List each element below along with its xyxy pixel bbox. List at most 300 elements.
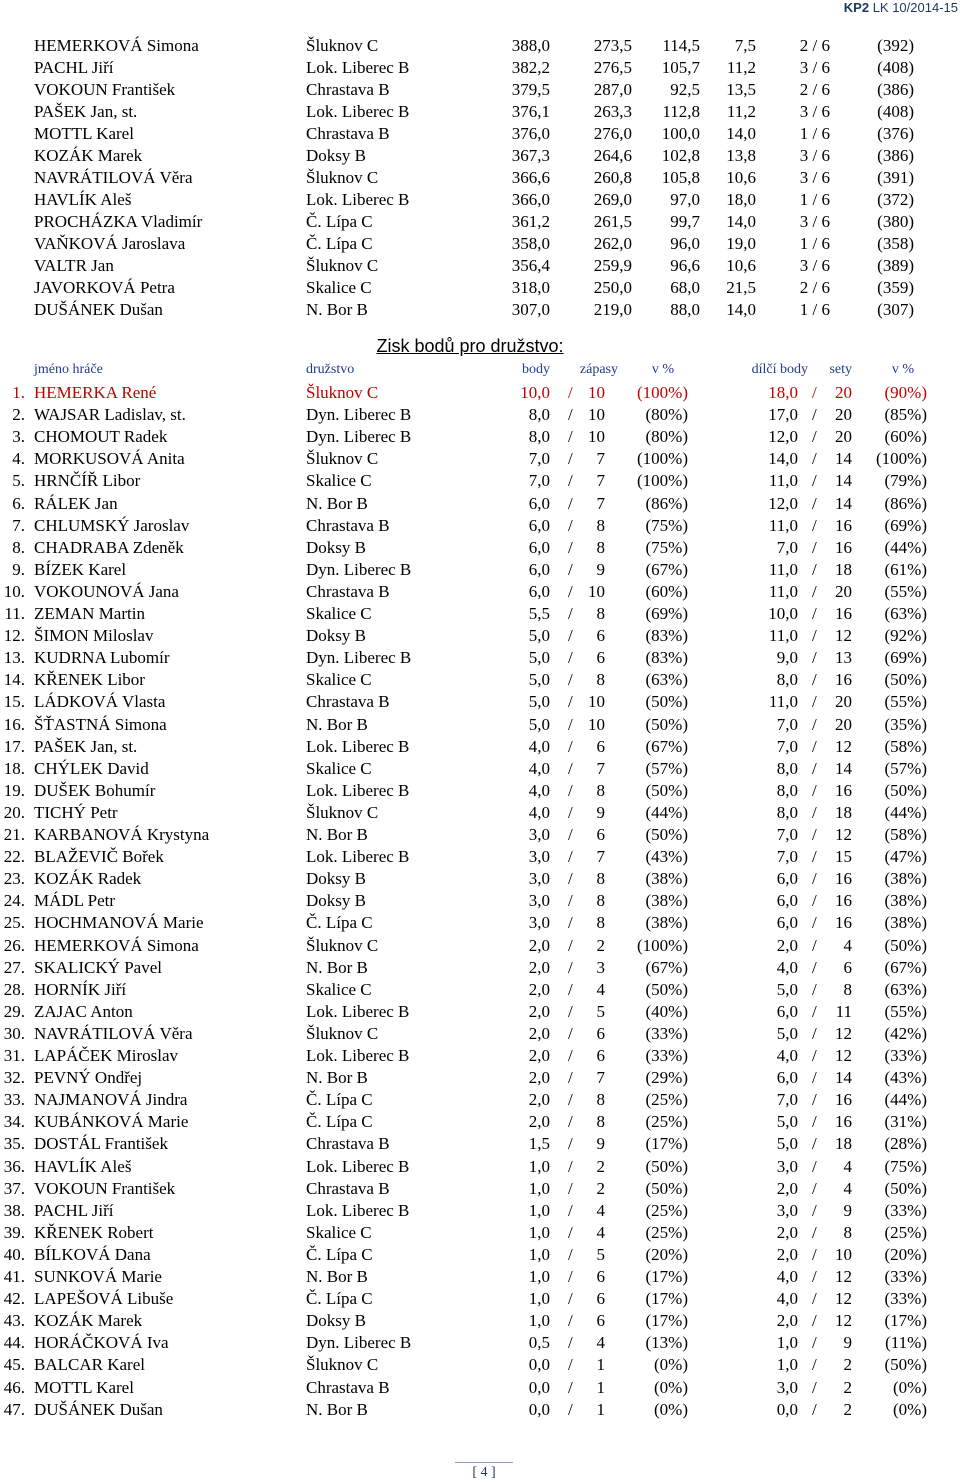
rank: 31. [3, 1046, 25, 1065]
rank: 11. [4, 604, 25, 623]
team-name: Dyn. Liberec B [306, 1333, 412, 1353]
sets: 2 [843, 1377, 852, 1397]
partial-points: 5,0 [776, 979, 798, 999]
avg-full: 269,0 [593, 190, 632, 209]
points: 5,0 [528, 670, 550, 690]
player-name: PACHL Jiří [34, 58, 114, 77]
col-set-pct: v % [891, 362, 914, 377]
set-pct: (47%) [884, 847, 927, 867]
rank: 2. [12, 405, 25, 425]
col-pct: v % [651, 362, 674, 377]
avg-misses: 13,8 [726, 146, 756, 165]
points: 0,0 [528, 1377, 550, 1397]
set-pct: (63%) [884, 979, 927, 999]
team-name: Lok. Liberec B [306, 847, 410, 867]
rank: 15. [3, 692, 25, 712]
player-name: KŘENEK Libor [34, 670, 145, 690]
set-pct: (85%) [884, 405, 927, 425]
sets: 20 [835, 427, 852, 447]
player-name: SKALICKÝ Pavel [34, 957, 162, 977]
win-pct: (86%) [645, 493, 688, 513]
separator-slash: / [568, 604, 573, 623]
team-name: Doksy B [306, 537, 366, 557]
team-name: Doksy B [306, 1311, 366, 1331]
set-pct: (28%) [884, 1134, 927, 1154]
partial-points: 3,0 [776, 1377, 798, 1397]
points: 7,0 [528, 449, 550, 469]
matches: 9 [596, 559, 605, 579]
matches: 9 [596, 1134, 605, 1154]
partial-points: 2,0 [776, 1222, 798, 1242]
avg-misses: 21,5 [726, 278, 756, 297]
team-name: Lok. Liberec B [306, 58, 410, 77]
sets-won: 3 / 6 [799, 168, 830, 187]
separator-slash: / [812, 626, 817, 646]
sets: 20 [835, 383, 852, 402]
player-name: MOTTL Karel [34, 1377, 134, 1397]
matches: 6 [596, 1289, 605, 1309]
table-row [0, 1244, 960, 1266]
team-name: Lok. Liberec B [306, 190, 410, 209]
avg-misses: 14,0 [726, 212, 756, 231]
player-name: RÁLEK Jan [34, 493, 118, 513]
team-name: N. Bor B [306, 825, 368, 844]
points: 2,0 [528, 1046, 550, 1065]
set-pct: (58%) [884, 825, 927, 844]
avg-clear: 88,0 [670, 300, 700, 319]
win-pct: (17%) [645, 1311, 688, 1331]
sets-won: 1 / 6 [799, 124, 830, 143]
partial-points: 14,0 [768, 449, 798, 469]
matches: 4 [596, 1222, 605, 1242]
rank: 43. [3, 1311, 25, 1331]
win-pct: (100%) [637, 449, 688, 469]
separator-slash: / [568, 957, 573, 977]
points: 4,0 [528, 780, 550, 800]
separator-slash: / [812, 692, 817, 712]
team-name: N. Bor B [306, 300, 368, 319]
team-name: Šluknov C [306, 802, 379, 822]
table-row [0, 802, 960, 824]
set-pct: (100%) [876, 449, 927, 469]
points: 5,0 [528, 692, 550, 712]
matches: 10 [588, 581, 605, 601]
matches: 10 [588, 383, 605, 402]
matches: 2 [596, 935, 605, 955]
avg-total: 388,0 [511, 36, 550, 55]
player-name: LAPÁČEK Miroslav [34, 1046, 179, 1065]
rank: 39. [3, 1222, 25, 1242]
player-name: KOZÁK Radek [34, 869, 142, 889]
avg-misses: 19,0 [726, 234, 756, 253]
win-pct: (29%) [645, 1068, 688, 1088]
header-season: /2014-15 [906, 0, 958, 15]
matches: 8 [596, 1090, 605, 1110]
rank: 45. [3, 1355, 25, 1375]
player-name: KUDRNA Lubomír [34, 648, 170, 668]
set-pct: (35%) [884, 714, 927, 734]
win-pct: (67%) [645, 559, 688, 579]
player-name: SUNKOVÁ Marie [34, 1267, 162, 1286]
separator-slash: / [812, 1267, 817, 1286]
team-name: Č. Lípa C [306, 1244, 373, 1264]
sets: 20 [835, 405, 852, 425]
points: 1,0 [528, 1222, 550, 1242]
partial-points: 7,0 [776, 736, 798, 756]
rank: 21. [3, 825, 25, 844]
sets: 13 [835, 648, 852, 668]
set-pct: (67%) [884, 957, 927, 977]
points: 1,5 [528, 1134, 550, 1154]
win-pct: (75%) [645, 515, 688, 535]
partial-points: 11,0 [768, 626, 798, 646]
set-pct: (50%) [884, 780, 927, 800]
avg-total: 382,2 [511, 58, 550, 77]
points: 6,0 [528, 581, 550, 601]
rank: 47. [3, 1399, 25, 1419]
player-name: PACHL Jiří [34, 1200, 114, 1220]
team-name: Dyn. Liberec B [306, 648, 412, 668]
separator-slash: / [812, 449, 817, 469]
rank: 26. [3, 935, 25, 955]
separator-slash: / [812, 979, 817, 999]
rank: 28. [3, 979, 25, 999]
rank: 44. [3, 1333, 25, 1353]
points: 6,0 [528, 515, 550, 535]
player-name: CHOMOUT Radek [34, 427, 168, 447]
rank: 12. [3, 626, 25, 646]
avg-clear: 96,0 [670, 234, 700, 253]
partial-points: 4,0 [776, 1289, 798, 1309]
team-name: Č. Lípa C [306, 212, 373, 231]
set-pct: (43%) [884, 1068, 927, 1088]
avg-misses: 14,0 [726, 124, 756, 143]
separator-slash: / [568, 559, 573, 579]
win-pct: (100%) [637, 383, 688, 402]
avg-full: 263,3 [593, 102, 632, 121]
rank: 33. [3, 1090, 25, 1110]
points: 1,0 [528, 1311, 550, 1331]
separator-slash: / [812, 427, 817, 447]
win-pct: (57%) [645, 758, 688, 778]
points: 0,0 [528, 1399, 550, 1419]
avg-clear: 112,8 [662, 102, 700, 121]
player-name: KŘENEK Robert [34, 1222, 154, 1242]
team-name: Šluknov C [306, 256, 379, 275]
player-name: KOZÁK Marek [34, 146, 143, 165]
matches: 5 [596, 1244, 605, 1264]
matches: 6 [596, 1023, 605, 1043]
sets: 2 [843, 1355, 852, 1375]
separator-slash: / [568, 935, 573, 955]
avg-clear: 114,5 [662, 36, 700, 55]
table-row [0, 1045, 960, 1067]
table-row [0, 470, 960, 492]
separator-slash: / [812, 1311, 817, 1331]
separator-slash: / [812, 471, 817, 491]
separator-slash: / [568, 648, 573, 668]
separator-slash: / [568, 1134, 573, 1154]
rank: 14. [3, 670, 25, 690]
table-row [0, 935, 960, 957]
avg-clear: 100,0 [661, 124, 700, 143]
player-name: ŠIMON Miloslav [34, 626, 154, 646]
points: 1,0 [528, 1178, 550, 1198]
team-name: N. Bor B [306, 1399, 368, 1419]
table-row [0, 1266, 960, 1288]
player-name: VALTR Jan [34, 256, 114, 275]
player-average-row [0, 57, 960, 79]
separator-slash: / [812, 1023, 817, 1043]
separator-slash: / [568, 405, 573, 425]
win-pct: (0%) [654, 1355, 688, 1375]
rank: 40. [3, 1244, 25, 1264]
avg-clear: 97,0 [670, 190, 700, 209]
avg-clear: 105,8 [661, 168, 700, 187]
col-player: jméno hráče [34, 362, 103, 377]
separator-slash: / [568, 847, 573, 867]
player-name: PAŠEK Jan, st. [34, 736, 138, 756]
matches: 6 [596, 1267, 605, 1286]
matches: 6 [596, 1046, 605, 1065]
partial-points: 6,0 [776, 891, 798, 911]
win-pct: (50%) [645, 979, 688, 999]
sets-won: 3 / 6 [799, 102, 830, 121]
matches: 8 [596, 913, 605, 933]
separator-slash: / [568, 1023, 573, 1043]
win-pct: (69%) [645, 604, 688, 623]
separator-slash: / [812, 1046, 817, 1065]
table-row [0, 714, 960, 736]
separator-slash: / [812, 1355, 817, 1375]
avg-clear: 99,7 [670, 212, 700, 231]
team-name: Č. Lípa C [306, 1289, 373, 1309]
win-pct: (17%) [645, 1289, 688, 1309]
points: 5,0 [528, 648, 550, 668]
player-name: HRNČÍŘ Libor [34, 471, 141, 491]
header-league: LK 10 [872, 0, 907, 15]
win-pct: (33%) [645, 1046, 688, 1065]
player-average-row [0, 145, 960, 167]
set-pct: (86%) [884, 493, 927, 513]
partial-points: 8,0 [776, 758, 798, 778]
separator-slash: / [812, 604, 817, 623]
matches: 8 [596, 537, 605, 557]
separator-slash: / [812, 648, 817, 668]
player-average-row [0, 123, 960, 145]
sets: 14 [835, 471, 852, 491]
player-name: HORNÍK Jiří [34, 979, 127, 999]
separator-slash: / [812, 1178, 817, 1198]
separator-slash: / [568, 1355, 573, 1375]
avg-misses: 7,5 [734, 36, 756, 55]
sets: 16 [835, 1112, 852, 1132]
separator-slash: / [812, 581, 817, 601]
separator-slash: / [812, 515, 817, 535]
win-pct: (40%) [645, 1001, 688, 1021]
player-name: BÍLKOVÁ Dana [34, 1244, 151, 1264]
set-pct: (90%) [884, 383, 927, 402]
player-name: HAVLÍK Aleš [34, 1156, 132, 1176]
sets-won: 1 / 6 [799, 300, 830, 319]
team-name: Šluknov C [306, 168, 379, 187]
points: 4,0 [528, 802, 550, 822]
team-name: Šluknov C [306, 36, 379, 55]
team-name: Chrastava B [306, 515, 390, 535]
sets-won: 3 / 6 [799, 212, 830, 231]
player-name: DUŠEK Bohumír [34, 780, 156, 800]
separator-slash: / [812, 1222, 817, 1242]
partial-points: 4,0 [776, 957, 798, 977]
player-name: KARBANOVÁ Krystyna [34, 825, 210, 844]
points: 1,0 [528, 1289, 550, 1309]
best-result: (389) [877, 256, 914, 275]
table-row [0, 404, 960, 426]
team-name: Skalice C [306, 471, 372, 491]
separator-slash: / [568, 758, 573, 778]
player-name: PEVNÝ Ondřej [34, 1068, 143, 1088]
matches: 6 [596, 1311, 605, 1331]
sets: 4 [843, 1178, 852, 1198]
avg-clear: 68,0 [670, 278, 700, 297]
table-row [0, 1089, 960, 1111]
player-name: BALCAR Karel [34, 1355, 145, 1375]
partial-points: 4,0 [776, 1046, 798, 1065]
matches: 6 [596, 825, 605, 844]
player-name: PROCHÁZKA Vladimír [34, 212, 203, 231]
avg-full: 261,5 [593, 212, 632, 231]
matches: 6 [596, 626, 605, 646]
sets-won: 3 / 6 [799, 256, 830, 275]
table-row [0, 625, 960, 647]
team-name: Šluknov C [306, 1355, 379, 1375]
avg-misses: 14,0 [726, 300, 756, 319]
points: 3,0 [528, 825, 550, 844]
table-row [0, 979, 960, 1001]
separator-slash: / [568, 802, 573, 822]
avg-full: 260,8 [593, 168, 632, 187]
matches: 4 [596, 1200, 605, 1220]
separator-slash: / [812, 1090, 817, 1110]
set-pct: (60%) [884, 427, 927, 447]
win-pct: (75%) [645, 537, 688, 557]
table-row [0, 1222, 960, 1244]
partial-points: 8,0 [776, 780, 798, 800]
player-name: KOZÁK Marek [34, 1311, 143, 1331]
sets: 14 [835, 449, 852, 469]
points: 5,0 [528, 714, 550, 734]
matches: 7 [596, 1068, 605, 1088]
sets: 16 [835, 604, 852, 623]
player-name: ZEMAN Martin [34, 604, 145, 623]
set-pct: (79%) [884, 471, 927, 491]
team-name: N. Bor B [306, 1267, 368, 1286]
set-pct: (20%) [884, 1244, 927, 1264]
avg-total: 376,1 [511, 102, 550, 121]
team-name: Doksy B [306, 146, 366, 165]
separator-slash: / [812, 1200, 817, 1220]
separator-slash: / [568, 891, 573, 911]
matches: 7 [596, 847, 605, 867]
sets: 20 [835, 714, 852, 734]
matches: 4 [596, 979, 605, 999]
player-name: HAVLÍK Aleš [34, 190, 132, 209]
separator-slash: / [568, 1377, 573, 1397]
points: 1,0 [528, 1267, 550, 1286]
separator-slash: / [568, 1267, 573, 1286]
team-name: Č. Lípa C [306, 234, 373, 253]
best-result: (386) [877, 146, 914, 165]
player-average-row [0, 299, 960, 321]
avg-misses: 11,2 [726, 58, 756, 77]
set-pct: (33%) [884, 1289, 927, 1309]
player-average-row [0, 167, 960, 189]
separator-slash: / [568, 383, 573, 402]
partial-points: 4,0 [776, 1267, 798, 1286]
points: 8,0 [528, 405, 550, 425]
rank: 27. [3, 957, 25, 977]
table-row [0, 1332, 960, 1354]
avg-clear: 105,7 [661, 58, 700, 77]
table-row [0, 669, 960, 691]
set-pct: (63%) [884, 604, 927, 623]
sets: 14 [835, 493, 852, 513]
col-matches: zápasy [579, 362, 618, 377]
best-result: (386) [877, 80, 914, 99]
player-name: HEMERKOVÁ Simona [34, 935, 199, 955]
team-name: Skalice C [306, 670, 372, 690]
separator-slash: / [568, 1311, 573, 1331]
sets: 16 [835, 515, 852, 535]
separator-slash: / [568, 581, 573, 601]
sets: 16 [835, 891, 852, 911]
separator-slash: / [568, 1156, 573, 1176]
sets: 18 [835, 1134, 852, 1154]
separator-slash: / [812, 780, 817, 800]
separator-slash: / [568, 427, 573, 447]
sets: 20 [835, 581, 852, 601]
win-pct: (44%) [645, 802, 688, 822]
table-row [0, 382, 960, 404]
matches: 10 [588, 714, 605, 734]
separator-slash: / [568, 1178, 573, 1198]
best-result: (380) [877, 212, 914, 231]
partial-points: 0,0 [776, 1399, 798, 1419]
separator-slash: / [812, 383, 817, 402]
win-pct: (100%) [637, 935, 688, 955]
partial-points: 2,0 [776, 1311, 798, 1331]
win-pct: (83%) [645, 648, 688, 668]
partial-points: 2,0 [776, 1178, 798, 1198]
win-pct: (50%) [645, 1156, 688, 1176]
separator-slash: / [812, 1001, 817, 1021]
set-pct: (25%) [884, 1222, 927, 1242]
separator-slash: / [812, 1377, 817, 1397]
table-row [0, 1377, 960, 1399]
sets: 12 [835, 1311, 852, 1331]
table-row [0, 890, 960, 912]
partial-points: 2,0 [776, 935, 798, 955]
separator-slash: / [812, 957, 817, 977]
player-name: CHADRABA Zdeněk [34, 537, 184, 557]
player-name: DUŠÁNEK Dušan [34, 1399, 163, 1419]
win-pct: (50%) [645, 780, 688, 800]
win-pct: (60%) [645, 581, 688, 601]
team-name: Skalice C [306, 604, 372, 623]
sets: 20 [835, 692, 852, 712]
points: 2,0 [528, 957, 550, 977]
rank: 4. [12, 449, 25, 469]
